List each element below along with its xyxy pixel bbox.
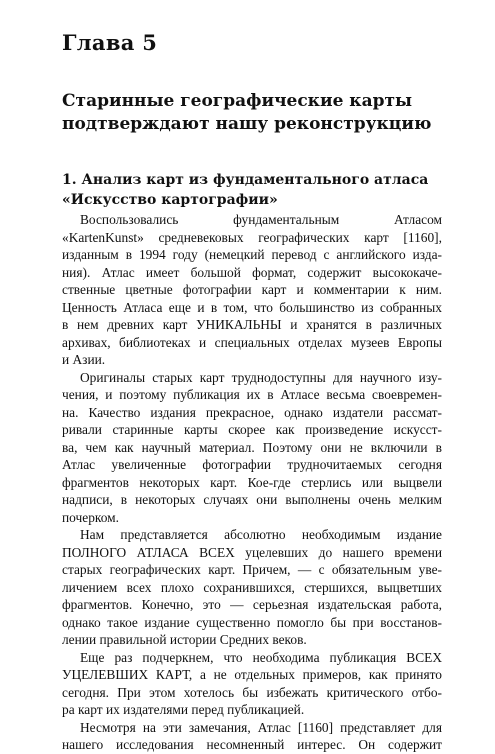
chapter-title-line: подтверждают нашу реконструкцию [62,114,432,134]
body-text [62,211,442,754]
text-line: фрагментов. Конечно, это — серьезная издательская работа, [62,597,442,612]
text-line: Несмотря на эти замечания, Атлас [1160] представляет для [80,719,442,735]
text-line: Атлас увеличенные фотографии трудночитаемых сегодня [62,457,442,472]
text-line: нашего исследования несомненный интерес. Он содержит [62,737,442,752]
text-line: «KartenKunst» средневековых географических карт [1160], [62,229,442,245]
text-line: личением всех плохо сохранившихся, стершихся, выцветших [62,579,442,595]
text-line: ПОЛНОГО АТЛАСА ВСЕХ уцелевших до нашего времени [62,544,442,560]
text-line: ственные цветные фотографии карт и комментарии к ним. [62,282,442,297]
text-line: в нем древних карт УНИКАЛЬНЫ и хранятся в различных [62,317,442,332]
text-line: фрагментов некоторых карт. Кое-где стерлись или выцвели [62,474,442,490]
text-line: Еще раз подчеркнем, что необходима публикация ВСЕХ [80,649,442,665]
text-line: УЦЕЛЕВШИХ КАРТ, а не отдельных примеров, как принято [62,667,442,682]
text-line: Оригиналы старых карт труднодоступны для научного изу- [80,369,442,385]
section-heading-line: 1. Анализ карт из фундаментального атласа [62,172,429,188]
text-line: Нам представляется абсолютно необходимым издание [80,527,442,542]
text-line: ния). Атлас имеет большой формат, содержит высококаче- [62,264,442,280]
chapter-title [62,90,431,136]
section-heading [62,170,428,210]
text-line: ривали старинные карты скорее как произведение искусст- [62,422,442,437]
text-line: изданным в 1994 году (немецкий перевод с английского изда- [62,247,442,262]
text-line: архивах, библиотеках и специальных отделах музеев Европы [62,334,442,350]
text-line: чения, и поэтому публикация их в Атласе весьма своевремен- [62,387,442,402]
text-line: ра карт их издателями перед публикацией. [62,702,305,717]
text-line: сегодня. При этом хотелось бы избежать критического отбо- [62,684,442,700]
text-line: старых географических карт. Причем, — с обязательным уве- [62,562,442,577]
text-line: на. Качество издания прекрасное, однако издатели рассмат- [62,404,442,420]
text-line: и Азии. [62,352,106,367]
text-line: однако такое издание существенно помогло бы при восстанов- [62,614,442,630]
text-line: лении правильной истории Средних веков. [62,632,307,647]
section-heading-line: «Искусство картографии» [62,192,278,208]
chapter-heading: Глава 5 [62,30,158,55]
text-line: почерком. [62,509,119,525]
text-line: надписи, в некоторых случаях они выполнены очень мелким [62,492,442,507]
text-line: Воспользовались фундаментальным Атласом [80,212,442,227]
chapter-title-line: Старинные географические карты [62,91,413,111]
text-line: Ценность Атласа еще и в том, что большинство из собранных [62,299,442,315]
text-line: ва, чем как научный материал. Поэтому они не включили в [62,439,442,455]
